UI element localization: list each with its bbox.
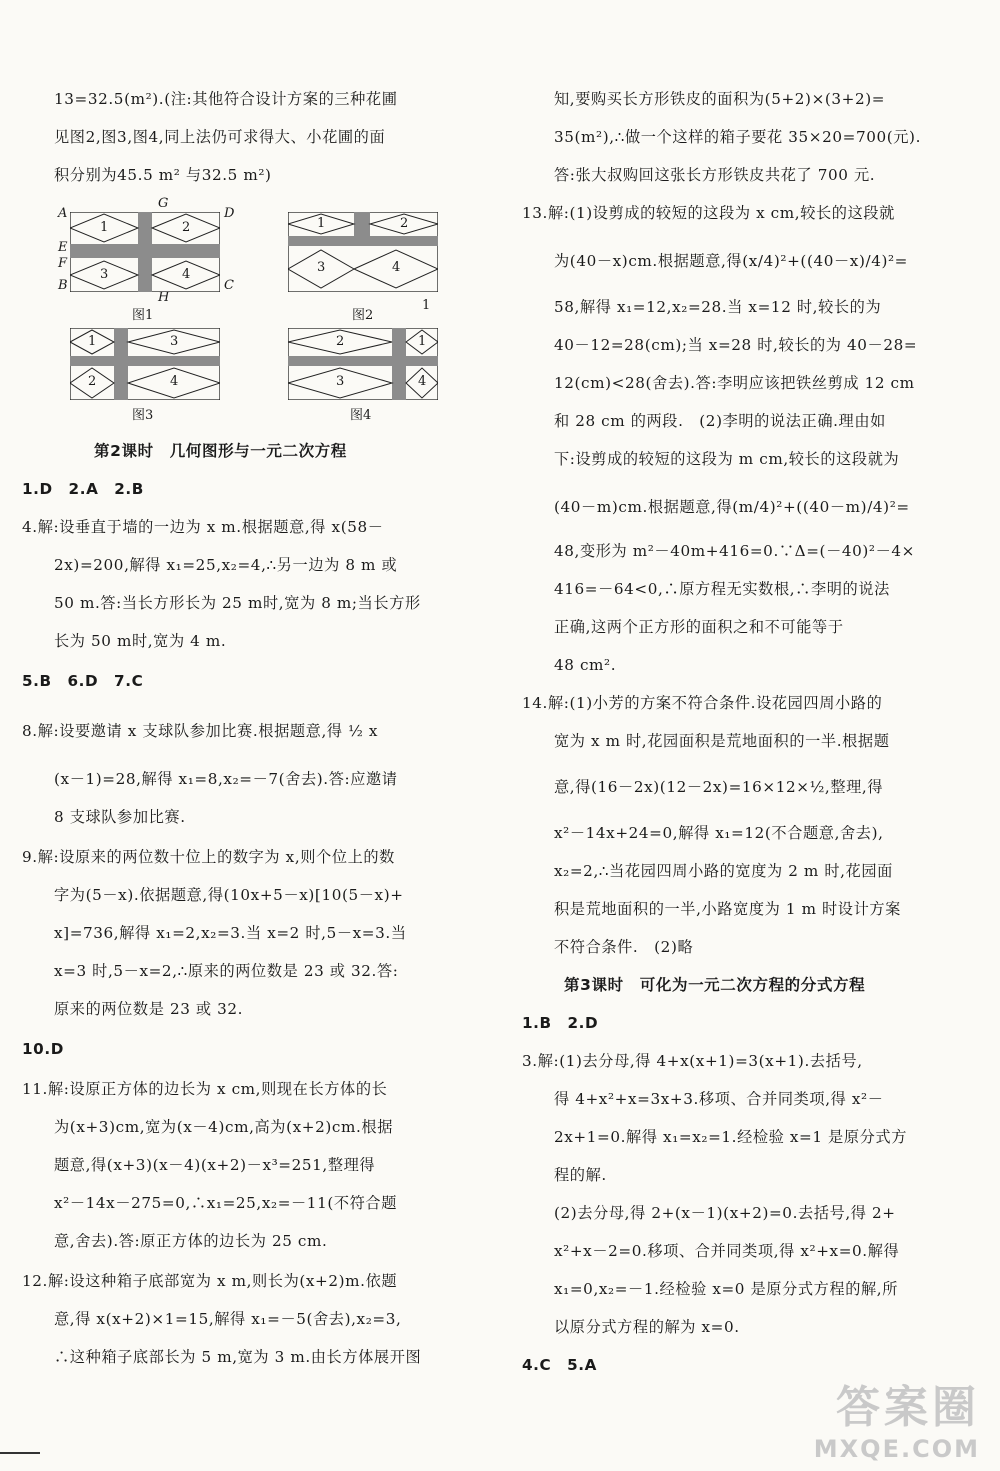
text-line: 正确,这两个正方形的面积之和不可能等于 bbox=[554, 618, 844, 636]
watermark-logo bbox=[814, 1371, 980, 1463]
region-number: 3 bbox=[336, 374, 345, 389]
text-line: 原来的两位数是 23 或 32. bbox=[54, 1000, 244, 1018]
point-label: G bbox=[158, 196, 169, 211]
text-line: 为(x+3)cm,宽为(x－4)cm,高为(x+2)cm.根据 bbox=[54, 1118, 393, 1136]
section-title: 第2课时 几何图形与一元二次方程 bbox=[94, 442, 347, 460]
answer-line: 4.C 5.A bbox=[522, 1356, 597, 1374]
figure-caption: 图2 bbox=[352, 308, 374, 323]
region-number: 4 bbox=[418, 374, 427, 389]
region-number: 1 bbox=[317, 216, 326, 231]
text-line: 得 4+x²+x=3x+3.移项、合并同类项,得 x²－ bbox=[554, 1090, 884, 1108]
text-line: 意,舍去).答:原正方体的边长为 25 cm. bbox=[54, 1232, 328, 1250]
section-title: 第3课时 可化为一元二次方程的分式方程 bbox=[564, 976, 866, 994]
text-line: 35(m²),∴做一个这样的箱子要花 35×20=700(元). bbox=[554, 128, 922, 146]
text-line: 题意,得(x+3)(x－4)(x+2)－x³=251,整理得 bbox=[54, 1156, 376, 1174]
figure-caption: 图1 bbox=[132, 308, 154, 323]
text-line: 9.解:设原来的两位数十位上的数字为 x,则个位上的数 bbox=[22, 848, 395, 866]
region-number: 2 bbox=[400, 216, 409, 231]
point-label: E bbox=[58, 240, 68, 255]
text-line: 12.解:设这种箱子底部宽为 x m,则长为(x+2)m.依题 bbox=[22, 1272, 398, 1290]
point-label: B bbox=[58, 278, 68, 293]
text-line: ∴这种箱子底部长为 5 m,宽为 3 m.由长方体展开图 bbox=[54, 1348, 422, 1366]
text-line: x=3 时,5－x=2,∴原来的两位数是 23 或 32.答: bbox=[54, 962, 399, 980]
text-line: 13=32.5(m²).(注:其他符合设计方案的三种花圃 bbox=[54, 90, 398, 108]
text-line: x²－14x+24=0,解得 x₁=12(不合题意,舍去), bbox=[554, 824, 884, 842]
stray-mark: 1 bbox=[422, 298, 431, 313]
text-line: 13.解:(1)设剪成的较短的这段为 x cm,较长的这段就 bbox=[522, 204, 895, 222]
region-number: 4 bbox=[170, 374, 179, 389]
region-number: 2 bbox=[336, 334, 345, 349]
answer-line: 1.D 2.A 2.B bbox=[22, 480, 144, 498]
answer-line: 10.D bbox=[22, 1040, 64, 1058]
answer-line: 1.B 2.D bbox=[522, 1014, 599, 1032]
text-line: 14.解:(1)小芳的方案不符合条件.设花园四周小路的 bbox=[522, 694, 883, 712]
text-line: 积是荒地面积的一半,小路宽度为 1 m 时设计方案 bbox=[554, 900, 901, 918]
text-line: 意,得(16－2x)(12－2x)=16×12×½,整理,得 bbox=[554, 778, 884, 796]
text-line: x₂=2,∴当花园四周小路的宽度为 2 m 时,花园面 bbox=[554, 862, 893, 880]
region-number: 4 bbox=[392, 260, 401, 275]
text-line: 宽为 x m 时,花园面积是荒地面积的一半.根据题 bbox=[554, 732, 890, 750]
text-line: 不符合条件. (2)略 bbox=[554, 938, 694, 956]
point-label: C bbox=[224, 278, 234, 293]
region-number: 3 bbox=[170, 334, 179, 349]
text-line: 长为 50 m时,宽为 4 m. bbox=[54, 632, 227, 650]
text-line: x²－14x－275=0,∴x₁=25,x₂=－11(不符合题 bbox=[54, 1194, 398, 1212]
text-line: 见图2,图3,图4,同上法仍可求得大、小花圃的面 bbox=[54, 128, 386, 146]
watermark-text: 答案圈 bbox=[836, 1382, 980, 1433]
text-line: 答:张大叔购回这张长方形铁皮共花了 700 元. bbox=[554, 166, 876, 184]
region-number: 4 bbox=[182, 267, 191, 282]
region-number: 1 bbox=[418, 334, 427, 349]
figure-3 bbox=[70, 328, 220, 423]
text-line: x]=736,解得 x₁=2,x₂=3.当 x=2 时,5－x=3.当 bbox=[54, 924, 407, 942]
text-line: 2x+1=0.解得 x₁=x₂=1.经检验 x=1 是原分式方 bbox=[554, 1128, 907, 1146]
figure-caption: 图4 bbox=[350, 408, 372, 423]
region-number: 1 bbox=[88, 334, 97, 349]
text-line: 48 cm². bbox=[554, 656, 617, 674]
text-line: 积分别为45.5 m² 与32.5 m²) bbox=[54, 166, 272, 184]
text-line: 2x)=200,解得 x₁=25,x₂=4,∴另一边为 8 m 或 bbox=[54, 556, 398, 574]
text-line: 和 28 cm 的两段. (2)李明的说法正确.理由如 bbox=[554, 412, 886, 430]
text-line: 8 支球队参加比赛. bbox=[54, 808, 186, 826]
text-line: 8.解:设要邀请 x 支球队参加比赛.根据题意,得 ½ x bbox=[22, 722, 379, 740]
point-label: F bbox=[58, 256, 68, 271]
text-line: 50 m.答:当长方形长为 25 m时,宽为 8 m;当长方形 bbox=[54, 594, 421, 612]
text-line: (x－1)=28,解得 x₁=8,x₂=－7(舍去).答:应邀请 bbox=[54, 770, 398, 788]
text-line: (40－m)cm.根据题意,得(m/4)²+((40－m)/4)²= bbox=[554, 498, 910, 516]
text-line: 40－12=28(cm);当 x=28 时,较长的为 40－28= bbox=[554, 336, 918, 354]
text-line: x²+x－2=0.移项、合并同类项,得 x²+x=0.解得 bbox=[554, 1242, 900, 1260]
answer-line: 5.B 6.D 7.C bbox=[22, 672, 144, 690]
figure-1 bbox=[58, 196, 235, 323]
region-number: 3 bbox=[100, 267, 109, 282]
region-number: 3 bbox=[317, 260, 326, 275]
text-line: 416=－64<0,∴原方程无实数根,∴李明的说法 bbox=[554, 580, 890, 598]
text-line: 下:设剪成的较短的这段为 m cm,较长的这段就为 bbox=[554, 450, 900, 468]
region-number: 1 bbox=[100, 220, 109, 235]
point-label: H bbox=[158, 290, 170, 305]
region-number: 2 bbox=[88, 374, 97, 389]
point-label: D bbox=[224, 206, 235, 221]
point-label: A bbox=[58, 206, 68, 221]
watermark-url: MXQE.COM bbox=[813, 1435, 980, 1463]
text-line: 4.解:设垂直于墙的一边为 x m.根据题意,得 x(58－ bbox=[22, 518, 384, 536]
text-line: 58,解得 x₁=12,x₂=28.当 x=12 时,较长的为 bbox=[554, 298, 882, 316]
figure-4 bbox=[288, 328, 438, 423]
text-line: 字为(5－x).依据题意,得(10x+5－x)[10(5－x)+ bbox=[54, 886, 404, 904]
figure-2 bbox=[288, 212, 438, 323]
figure-caption: 图3 bbox=[132, 408, 154, 423]
text-line: 3.解:(1)去分母,得 4+x(x+1)=3(x+1).去括号, bbox=[522, 1052, 863, 1070]
text-line: 11.解:设原正方体的边长为 x cm,则现在长方体的长 bbox=[22, 1080, 388, 1098]
region-number: 2 bbox=[182, 220, 191, 235]
text-line: 知,要购买长方形铁皮的面积为(5+2)×(3+2)= bbox=[554, 90, 886, 108]
text-line: 为(40－x)cm.根据题意,得(x/4)²+((40－x)/4)²= bbox=[554, 252, 908, 270]
text-line: 48,变形为 m²－40m+416=0.∵Δ=(－40)²－4× bbox=[554, 542, 915, 560]
text-line: (2)去分母,得 2+(x－1)(x+2)=0.去括号,得 2+ bbox=[554, 1204, 896, 1222]
text-line: 12(cm)<28(舍去).答:李明应该把铁丝剪成 12 cm bbox=[554, 374, 915, 392]
text-line: 程的解. bbox=[554, 1166, 607, 1184]
page-rule bbox=[0, 1452, 40, 1454]
text-line: x₁=0,x₂=－1.经检验 x=0 是原分式方程的解,所 bbox=[554, 1280, 899, 1298]
text-line: 意,得 x(x+2)×1=15,解得 x₁=－5(舍去),x₂=3, bbox=[54, 1310, 402, 1328]
text-line: 以原分式方程的解为 x=0. bbox=[554, 1318, 740, 1336]
